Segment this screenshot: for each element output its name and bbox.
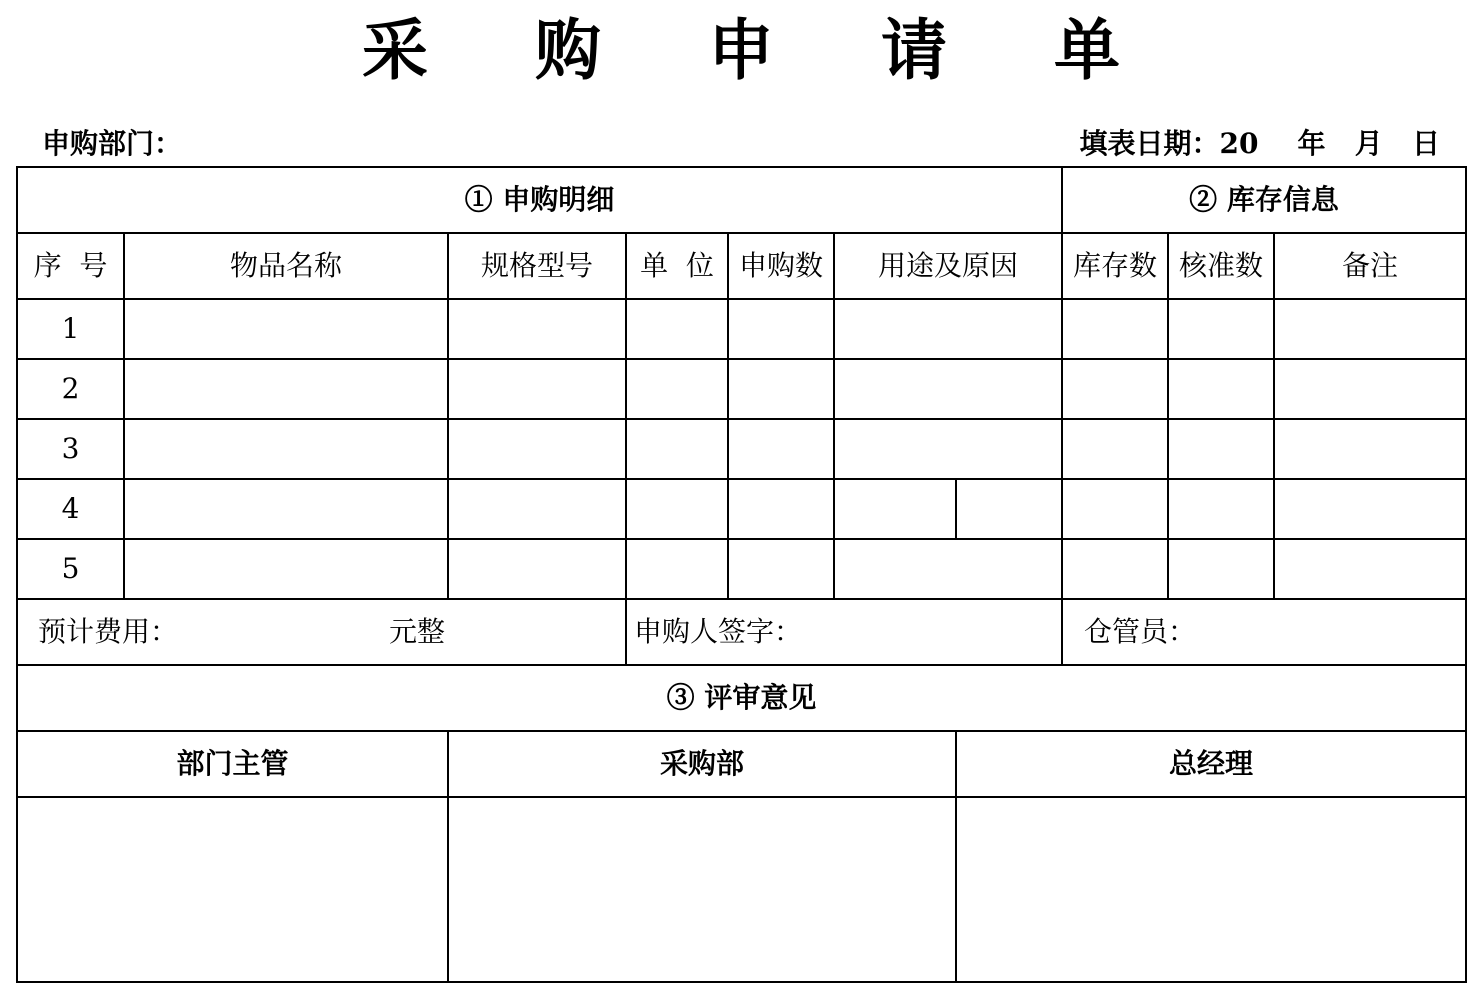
- review-column-purchasing-dept: 采购部: [659, 747, 744, 780]
- row-number: 4: [61, 492, 80, 525]
- column-header-unit: 单 位: [640, 249, 714, 282]
- row-number: 2: [61, 372, 80, 405]
- column-header-serial: 序 号: [33, 249, 108, 282]
- applicant-signature-label: 申购人签字：: [634, 615, 803, 648]
- table-border-right: [1465, 166, 1467, 983]
- column-header-stock-qty: 库存数: [1072, 249, 1157, 282]
- review-columns-divider: [16, 796, 1467, 798]
- column-header-divider: [16, 298, 1467, 300]
- column-header-approved-qty: 核准数: [1178, 249, 1263, 282]
- review-opinion-section-title: ③ 评审意见: [666, 681, 817, 714]
- fill-date-label: 填表日期：20 年 月 日: [1079, 127, 1440, 160]
- row-number: 5: [61, 552, 80, 585]
- review-column-dept-manager: 部门主管: [176, 747, 289, 780]
- estimated-cost-label: 预计费用：: [38, 615, 179, 648]
- row-divider: [16, 358, 1467, 360]
- column-header-spec-model: 规格型号: [480, 249, 593, 282]
- table-border-bottom: [16, 981, 1467, 983]
- form-title: 采 购 申 请 单: [362, 11, 1162, 89]
- purpose-split-divider: [955, 478, 957, 538]
- review-column-general-manager: 总经理: [1168, 747, 1253, 780]
- column-header-purpose-reason: 用途及原因: [877, 249, 1018, 282]
- column-header-remarks: 备注: [1341, 249, 1398, 282]
- row-number: 3: [61, 432, 80, 465]
- purchase-detail-section-title: ① 申购明细: [464, 183, 615, 216]
- column-header-request-qty: 申购数: [738, 249, 823, 282]
- row-divider: [16, 478, 1467, 480]
- applying-department-label: 申购部门：: [42, 127, 183, 160]
- column-header-item-name: 物品名称: [229, 249, 342, 282]
- yuan-label: 元整: [389, 615, 446, 648]
- row-divider: [16, 538, 1467, 540]
- row-divider: [16, 418, 1467, 420]
- row-number: 1: [61, 312, 80, 345]
- warehouse-keeper-label: 仓管员：: [1084, 615, 1197, 648]
- stock-info-section-title: ② 库存信息: [1189, 183, 1339, 216]
